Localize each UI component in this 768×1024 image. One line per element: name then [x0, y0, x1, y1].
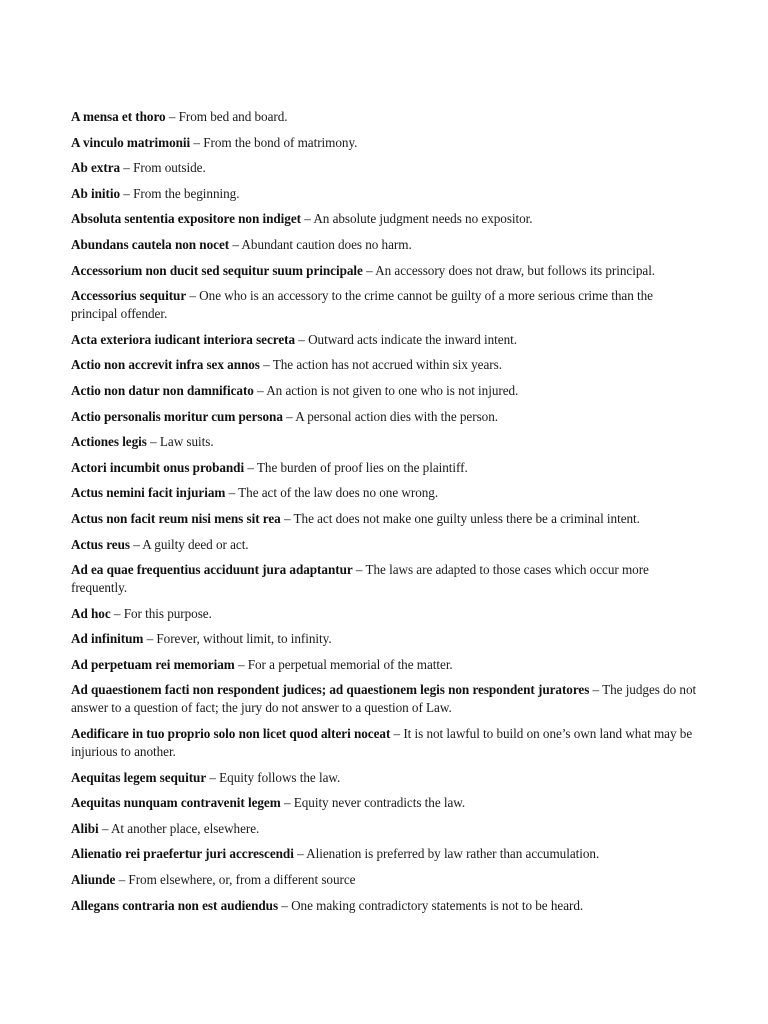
glossary-entry [71, 630, 699, 648]
glossary-entry [71, 561, 699, 597]
entry-definition: The act of the law does no one wrong. [238, 485, 439, 501]
glossary-entry [71, 108, 699, 126]
entry-dash: – [286, 408, 293, 424]
entry-definition: For a perpetual memorial of the matter. [247, 656, 453, 672]
entry-dash: – [283, 510, 291, 526]
entry-term: Actio personalis moritur cum persona [71, 408, 283, 424]
glossary-list [71, 108, 699, 915]
entry-term: Absoluta sententia expositore non indiget [71, 211, 301, 227]
glossary-entry [71, 681, 699, 717]
entry-definition: Alienation is preferred by law rather than accumulation. [306, 846, 600, 862]
entry-term: Allegans contraria non est audiendus [71, 897, 279, 913]
entry-definition: The burden of proof lies on the plaintiff. [256, 459, 468, 475]
glossary-entry [71, 134, 699, 152]
entry-definition: Equity never contradicts the law. [293, 795, 466, 811]
entry-dash: – [237, 656, 245, 672]
entry-definition: An accessory does not draw, but follows its principal. [375, 262, 656, 278]
entry-term: Ad quaestionem facti non respondent judices; ad quaestionem legis non respondent juratores [71, 682, 590, 698]
entry-term: Accessorius sequitur [71, 288, 187, 304]
glossary-entry [71, 331, 699, 349]
entry-dash: – [118, 872, 126, 888]
glossary-entry [71, 725, 699, 761]
glossary-entry [71, 605, 699, 623]
entry-dash: – [393, 726, 401, 742]
glossary-entry [71, 262, 699, 280]
glossary-entry [71, 510, 699, 528]
entry-definition: One making contradictory statements is not to be heard. [291, 897, 584, 913]
glossary-entry [71, 536, 699, 554]
entry-dash: – [150, 434, 157, 450]
entry-dash: – [355, 562, 363, 578]
entry-dash: – [247, 459, 254, 475]
glossary-entry [71, 871, 699, 889]
entry-term: Actori incumbit onus probandi [71, 459, 245, 475]
entry-definition: From the bond of matrimony. [203, 134, 358, 150]
entry-term: Acta exteriora iudicant interiora secreta [71, 331, 296, 347]
entry-term: Ad ea quae frequentius acciduunt jura adaptantur [71, 562, 353, 578]
entry-dash: – [228, 485, 236, 501]
entry-dash: – [232, 236, 239, 252]
glossary-entry [71, 820, 699, 838]
glossary-entry [71, 408, 699, 426]
entry-definition: The act does not make one guilty unless there be a criminal intent. [293, 510, 640, 526]
entry-term: A mensa et thoro [71, 109, 166, 124]
entry-dash: – [297, 846, 304, 862]
entry-term: Alienatio rei praefertur juri accrescendi [71, 846, 294, 862]
entry-dash: – [133, 536, 140, 552]
entry-definition: An action is not given to one who is not injured. [266, 382, 519, 398]
entry-term: Ad infinitum [71, 631, 144, 647]
entry-dash: – [193, 134, 200, 150]
entry-term: Accessorium non ducit sed sequitur suum principale [71, 262, 363, 278]
glossary-entry [71, 382, 699, 400]
entry-dash: – [592, 682, 600, 698]
entry-definition: From the beginning. [133, 185, 240, 201]
entry-dash: – [113, 605, 121, 621]
entry-definition: The laws are adapted to those cases which occur more frequently. [71, 562, 649, 596]
entry-dash: – [298, 331, 305, 347]
entry-definition: From bed and board. [178, 109, 288, 124]
entry-term: Actus non facit reum nisi mens sit rea [71, 510, 281, 526]
glossary-page [71, 108, 699, 922]
entry-term: A vinculo matrimonii [71, 134, 191, 150]
entry-dash: – [283, 795, 291, 811]
glossary-entry [71, 159, 699, 177]
entry-definition: Abundant caution does no harm. [241, 236, 412, 252]
entry-definition: Outward acts indicate the inward intent. [308, 331, 517, 347]
glossary-entry [71, 459, 699, 477]
entry-definition: One who is an accessory to the crime cannot be guilty of a more serious crime than the principal offender. [71, 288, 653, 322]
entry-dash: – [189, 288, 196, 304]
glossary-entry [71, 897, 699, 915]
entry-term: Aedificare in tuo proprio solo non licet quod alteri noceat [71, 726, 391, 742]
glossary-entry [71, 794, 699, 812]
entry-definition: The action has not accrued within six years. [272, 357, 502, 373]
entry-definition: For this purpose. [123, 605, 212, 621]
entry-dash: – [304, 211, 311, 227]
entry-dash: – [146, 631, 154, 647]
glossary-entry [71, 287, 699, 323]
entry-dash: – [257, 382, 264, 398]
entry-definition: An absolute judgment needs no expositor. [313, 211, 533, 227]
entry-definition: A guilty deed or act. [142, 536, 249, 552]
glossary-entry [71, 845, 699, 863]
entry-term: Ab extra [71, 160, 121, 176]
entry-definition: It is not lawful to build on one’s own land what may be injurious to another. [71, 726, 693, 760]
entry-term: Aequitas nunquam contravenit legem [71, 795, 281, 811]
glossary-entry [71, 210, 699, 228]
entry-dash: – [123, 160, 130, 176]
entry-term: Aliunde [71, 872, 116, 888]
entry-definition: The judges do not answer to a question of fact; the jury do not answer to a question of Law. [71, 682, 697, 716]
entry-term: Abundans cautela non nocet [71, 236, 230, 252]
glossary-entry [71, 236, 699, 254]
entry-dash: – [101, 820, 109, 836]
entry-term: Actiones legis [71, 434, 147, 450]
entry-dash: – [263, 357, 270, 373]
entry-term: Actus nemini facit injuriam [71, 485, 226, 501]
entry-dash: – [209, 769, 216, 785]
glossary-entry [71, 484, 699, 502]
entry-dash: – [123, 185, 130, 201]
glossary-entry [71, 433, 699, 451]
entry-definition: Forever, without limit, to infinity. [156, 631, 332, 647]
entry-definition: A personal action dies with the person. [295, 408, 498, 424]
entry-definition: Equity follows the law. [219, 769, 341, 785]
entry-term: Ad perpetuam rei memoriam [71, 656, 235, 672]
entry-definition: From outside. [133, 160, 206, 176]
entry-term: Alibi [71, 820, 99, 836]
entry-definition: At another place, elsewhere. [110, 820, 260, 836]
glossary-entry [71, 356, 699, 374]
entry-term: Actio non datur non damnificato [71, 382, 254, 398]
glossary-entry [71, 185, 699, 203]
entry-dash: – [281, 897, 288, 913]
entry-definition: From elsewhere, or, from a different source [128, 872, 356, 888]
entry-dash: – [366, 262, 373, 278]
entry-term: Actio non accrevit infra sex annos [71, 357, 260, 373]
entry-definition: Law suits. [159, 434, 214, 450]
entry-term: Aequitas legem sequitur [71, 769, 207, 785]
glossary-entry [71, 656, 699, 674]
glossary-entry [71, 769, 699, 787]
entry-term: Ad hoc [71, 605, 111, 621]
entry-dash: – [168, 109, 176, 124]
entry-term: Ab initio [71, 185, 121, 201]
entry-term: Actus reus [71, 536, 130, 552]
